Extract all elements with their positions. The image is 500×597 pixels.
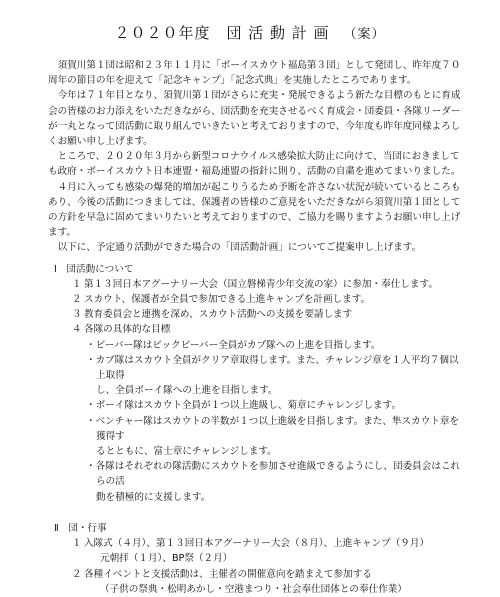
section-heading: Ⅱ 団・行事 (54, 522, 107, 534)
paragraph: ４月に入っても感染の爆発的増加が起こりうるため予断を許さない状況が続いているところもあり、今後の活動につきましては、保護者の皆様のご意見をいただきながら須賀川第１団としての方針を早急に固めてまいりたいと考えておりますので、ご協力を賜りますようお願い申し上げます。 (48, 181, 461, 239)
sub-item: ・ベンチャー隊はスカウトの半数が１つ以上進級を目指します。また、隼スカウト章を獲得す (86, 415, 460, 442)
document-body (48, 58, 468, 597)
list-item (48, 277, 468, 292)
sub-item: ・ボーイ隊はスカウト全員が１つ以上進級し、菊章にチャレンジします。 (86, 400, 402, 412)
item-number: ３ (72, 309, 82, 321)
item-text: 各種イベントと支援活動は、主催者の開催意向を踏まえて参加する (84, 568, 372, 580)
list-item (48, 322, 468, 337)
document-title (0, 22, 500, 43)
item-number: ２ (72, 294, 82, 306)
section-heading: Ⅰ 団活動について (54, 263, 134, 275)
sub-item: ・カブ隊はスカウト全員がクリア章取得します。また、チャレンジ章を１人平均７個以上取得 (86, 354, 459, 382)
sub-item-continuation: し、全員ボーイ隊への上進を目指します。 (96, 385, 278, 397)
list-item (48, 567, 468, 582)
sub-item-continuation: 動を積極的に支援します。 (96, 491, 211, 503)
item-text: スカウト、保護者が全員で参加できる上進キャンプを計画します。 (84, 294, 371, 306)
sub-item: ・ビーバー隊はビックビーバー全員がカブ隊への上進を目指します。 (86, 339, 381, 351)
item-number: ４ (72, 324, 82, 336)
paragraph: 今年は７１年目となり、須賀川第１団がさらに充実・発展できるよう新たな目標のもとに育成会の皆様のお力添えをいただきながら、団活動を充実させるべく育成会・団委員・各隊リーダー が一丸となって団活動に取り組んでいきたいと考えておりますので、今年度も昨年度同様よろしくお願い申し上げます。 (48, 90, 461, 148)
item-text: 各隊の具体的な目標 (84, 324, 171, 336)
sub-item: ・各隊はそれぞれの隊活動にスカウトを参加させ進級できるようにし、団委員会はこれらの活 (86, 461, 461, 488)
item-number: １ (72, 538, 82, 550)
list-item (48, 292, 468, 307)
item-text: 第１３回日本アグーナリー大会（国立磐梯青少年交流の家）に参加・奉仕します。 (84, 278, 438, 290)
list-item (48, 536, 468, 551)
item-continuation: （子供の祭典・松明あかし・空港まつり・社会奉仕団体との奉仕作業） (100, 583, 407, 595)
list-item (48, 307, 468, 322)
item-text: 入隊式（４月）、第１３回日本アグーナリー大会（８月）、上進キャンプ（９月） (84, 538, 430, 550)
item-continuation: 元朝拝（１月）、BP祭（２月） (100, 553, 233, 565)
item-text: 教育委員会と連携を深め、スカウト活動への支援を要請します (84, 309, 353, 321)
section-spacer (48, 505, 468, 515)
paragraph: 須賀川第１団は昭和２３年１１月に「ボーイスカウト福島第３団」として発団し、昨年度７０周年の節目の年を迎えて「記念キャンプ」「記念式典」を実施したところであります。 (48, 60, 461, 87)
item-number: １ (72, 278, 82, 290)
paragraph: 以下に、予定通り活動ができた場合の「団活動計画」についてご提案申し上げます。 (57, 242, 422, 254)
title-draft-note: （案） (343, 27, 386, 42)
sub-item-continuation: るとともに、富士章にチャレンジします。 (96, 446, 277, 458)
title-text: ２０２０年度 団 活 動 計 画 (114, 24, 330, 42)
paragraph: ところで、２０２０年３月から新型コロナウイルス感染拡大防止に向けて、当団におきましても政府・ボーイスカウト日本連盟・福島連盟の指針に則り、活動の自粛を進めてまいりました。 (48, 151, 461, 178)
item-number: ２ (72, 568, 82, 580)
